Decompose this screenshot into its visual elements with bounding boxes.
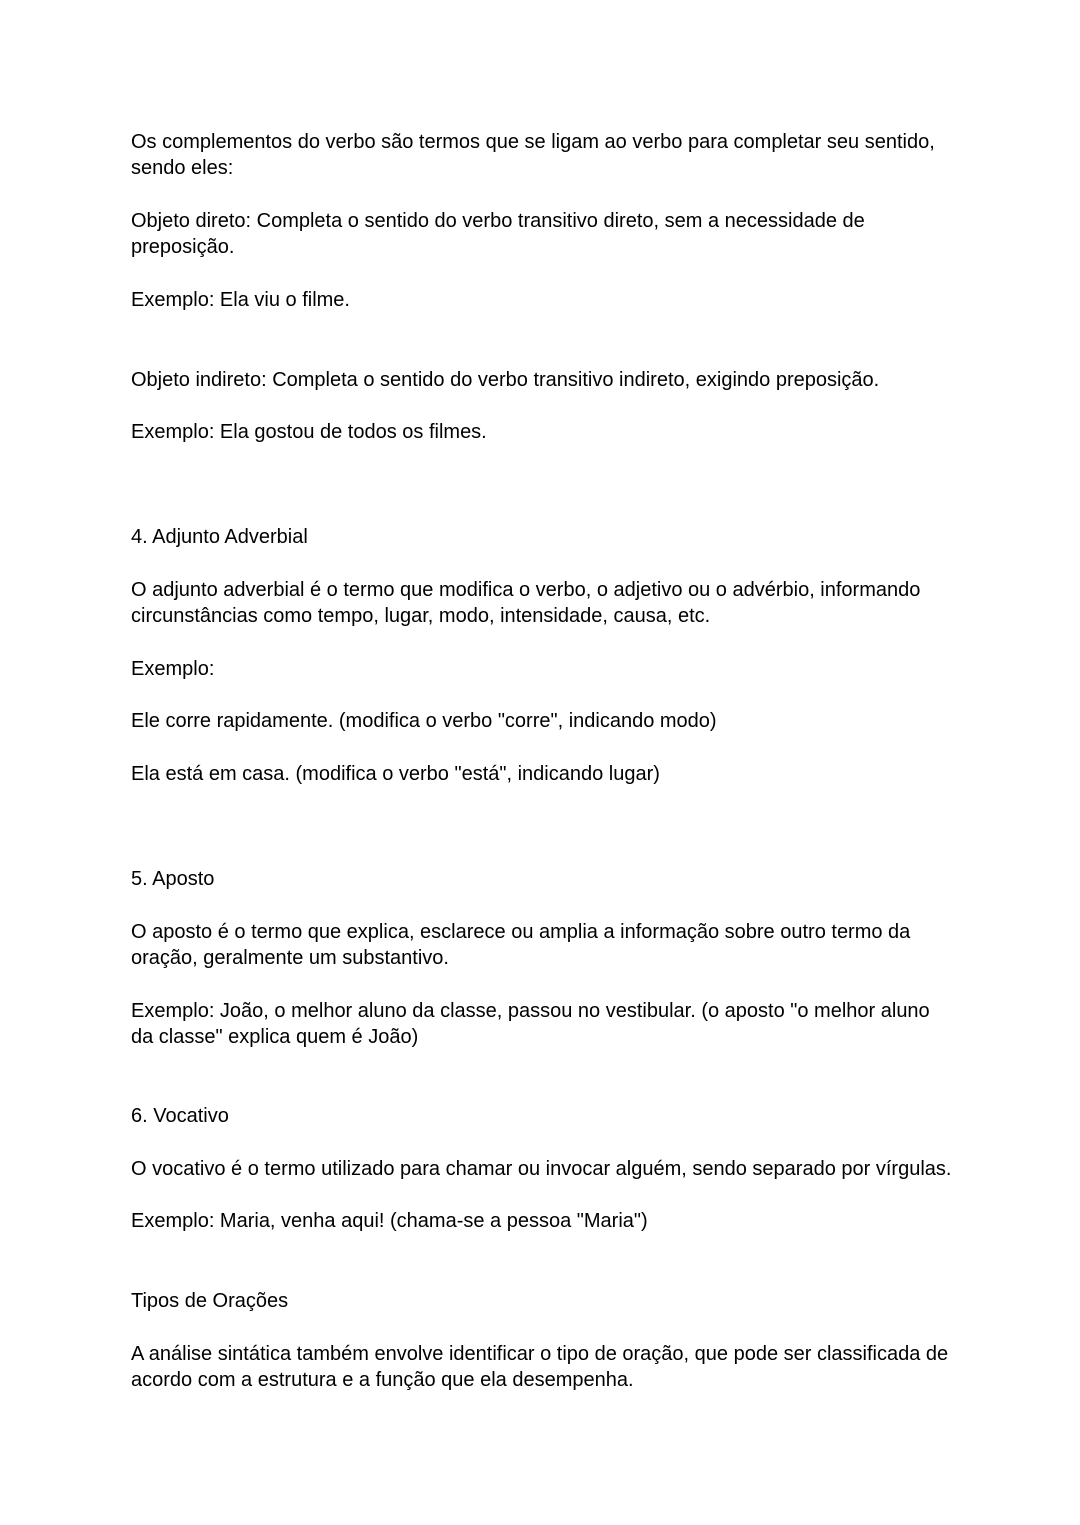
aposto-def-line-1: O aposto é o termo que explica, esclarece ou amplia a informação sobre outro termo da (131, 921, 911, 943)
heading-adjunto-adverbial: 4. Adjunto Adverbial (131, 526, 308, 548)
complementos-intro-line-2: sendo eles: (131, 157, 234, 179)
adjunto-adverbial-example-2: Ela está em casa. (modifica o verbo "está", indicando lugar) (131, 763, 660, 785)
objeto-direto-def-line-1: Objeto direto: Completa o sentido do verbo transitivo direto, sem a necessidade de (131, 210, 865, 232)
aposto-example-line-2: da classe" explica quem é João) (131, 1026, 419, 1048)
aposto-example-line-1: Exemplo: João, o melhor aluno da classe, passou no vestibular. (o aposto "o melhor aluno (131, 1000, 930, 1022)
objeto-indireto-def: Objeto indireto: Completa o sentido do verbo transitivo indireto, exigindo preposição. (131, 369, 880, 391)
vocativo-example: Exemplo: Maria, venha aqui! (chama-se a pessoa "Maria") (131, 1210, 648, 1232)
adjunto-adverbial-def-line-2: circunstâncias como tempo, lugar, modo, intensidade, causa, etc. (131, 605, 711, 627)
aposto-def-line-2: oração, geralmente um substantivo. (131, 947, 449, 969)
heading-vocativo: 6. Vocativo (131, 1105, 229, 1127)
objeto-direto-example: Exemplo: Ela viu o filme. (131, 289, 350, 311)
complementos-intro-line-1: Os complementos do verbo são termos que se ligam ao verbo para completar seu sentido, (131, 131, 935, 153)
vocativo-def: O vocativo é o termo utilizado para chamar ou invocar alguém, sendo separado por vírgulas. (131, 1158, 952, 1180)
objeto-direto-def-line-2: preposição. (131, 236, 235, 258)
heading-tipos-de-oracoes: Tipos de Orações (131, 1290, 289, 1312)
objeto-indireto-example: Exemplo: Ela gostou de todos os filmes. (131, 421, 487, 443)
adjunto-adverbial-def-line-1: O adjunto adverbial é o termo que modifica o verbo, o adjetivo ou o advérbio, informando (131, 579, 921, 601)
adjunto-adverbial-example-1: Ele corre rapidamente. (modifica o verbo "corre", indicando modo) (131, 710, 717, 732)
heading-aposto: 5. Aposto (131, 868, 215, 890)
tipos-de-oracoes-def-line-2: acordo com a estrutura e a função que ela desempenha. (131, 1369, 634, 1391)
adjunto-adverbial-example-label: Exemplo: (131, 658, 215, 680)
tipos-de-oracoes-def-line-1: A análise sintática também envolve identificar o tipo de oração, que pode ser classificada de (131, 1343, 949, 1365)
